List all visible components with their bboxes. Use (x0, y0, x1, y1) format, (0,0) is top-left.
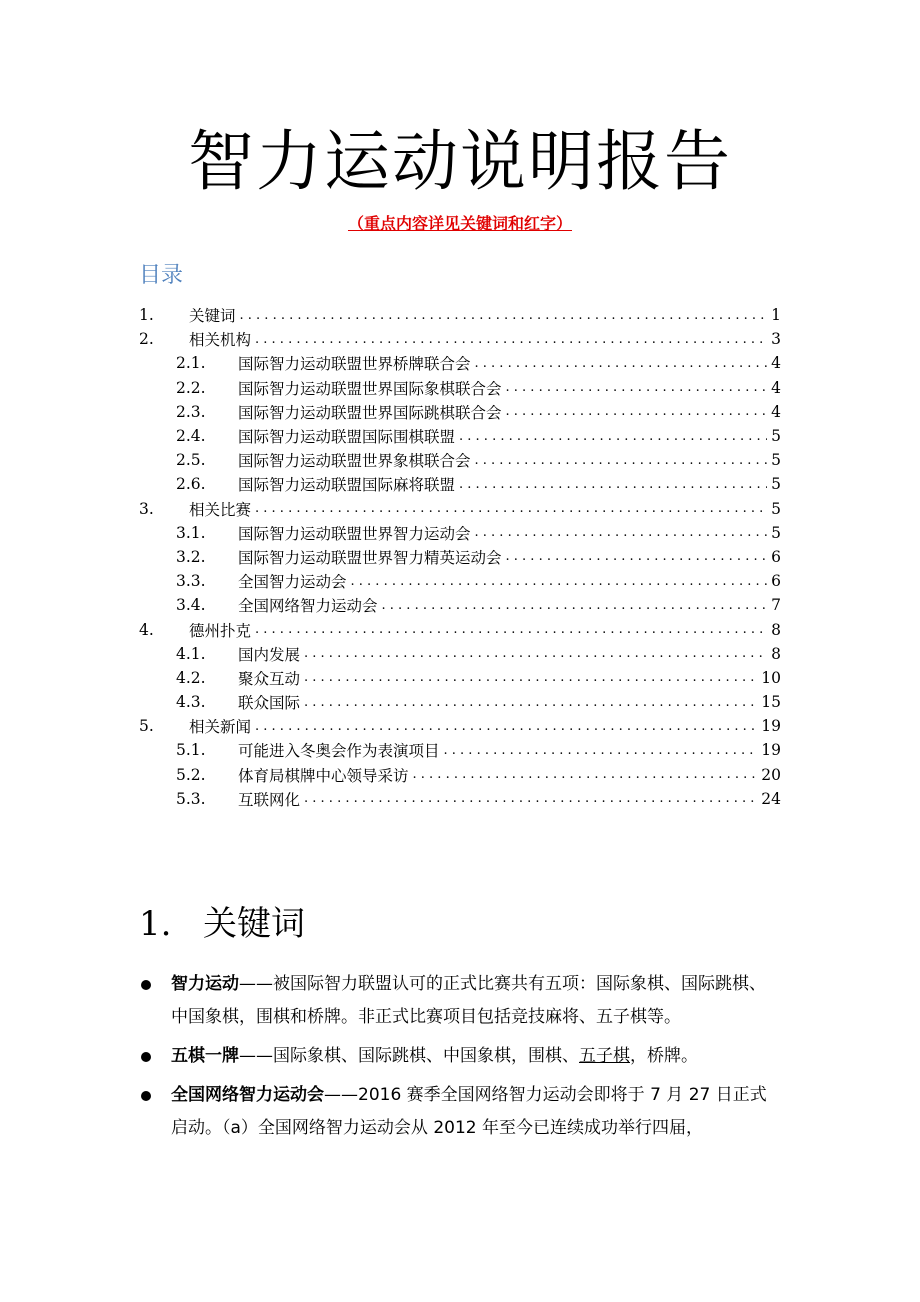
toc-entry[interactable] (139, 666, 781, 690)
toc-entry[interactable] (139, 376, 781, 400)
toc-dot-leader (506, 380, 768, 395)
toc-entry-number: 4.3. (176, 693, 206, 712)
toc-entry[interactable] (139, 787, 781, 811)
keyword: 全国网络智力运动会 (171, 1085, 324, 1105)
toc-entry-title: 可能进入冬奥会作为表演项目 (238, 742, 440, 761)
toc-entry-title: 国际智力运动联盟世界桥牌联合会 (238, 355, 471, 374)
toc-dot-leader (475, 453, 768, 468)
toc-dot-leader (506, 549, 768, 564)
toc-entry[interactable] (139, 497, 781, 521)
toc-entry-number: 2.5. (176, 451, 206, 470)
keyword-description: ——被国际智力联盟认可的正式比赛共有五项：国际象棋、国际跳棋、中国象棋，围棋和桥牌。非正式比赛项目包括竞技麻将、五子棋等。 (171, 974, 766, 1027)
keyword-description-end: ，桥牌。 (630, 1046, 698, 1066)
toc-dot-leader (475, 525, 768, 540)
toc-entry[interactable] (139, 642, 781, 666)
toc-dot-leader (304, 670, 757, 685)
toc-dot-leader (255, 719, 757, 734)
toc-entry[interactable] (139, 303, 781, 327)
toc-entry-page: 4 (771, 354, 781, 373)
toc-entry-title: 国际智力运动联盟世界智力运动会 (238, 524, 471, 543)
toc-dot-leader (240, 308, 768, 323)
bullet-icon (141, 1091, 151, 1101)
toc-dot-leader (255, 501, 767, 516)
toc-entry-page: 1 (771, 306, 781, 325)
toc-entry-title: 互联网化 (238, 790, 301, 809)
toc-dot-leader (459, 429, 767, 444)
toc-dot-leader (304, 695, 757, 710)
toc-entry-number: 5.2. (176, 765, 206, 784)
toc-entry-page: 6 (771, 547, 781, 566)
toc-dot-leader (459, 477, 767, 492)
toc-dot-leader (255, 622, 767, 637)
toc-entry-title: 关键词 (189, 307, 236, 326)
underlined-term: 五子棋 (579, 1046, 630, 1066)
toc-entry-number: 4.2. (176, 668, 206, 687)
toc-entry[interactable] (139, 545, 781, 569)
toc-entry-title: 全国网络智力运动会 (238, 597, 378, 616)
toc-entry-page: 24 (761, 789, 781, 808)
toc-entry-title: 国际智力运动联盟世界国际跳棋联合会 (238, 403, 502, 422)
toc-entry-page: 20 (761, 765, 781, 784)
toc-entry-number: 1. (139, 306, 154, 325)
keyword-description: ——2016 赛季全国网络智力运动会即将于 7 月 27 日正式启动。（a）全国网络智力运动会从 2012 年至今已连续成功举行四届， (171, 1085, 767, 1138)
toc-entry-page: 7 (771, 596, 781, 615)
toc-entry[interactable] (139, 763, 781, 787)
toc-entry-title: 体育局棋牌中心领导采访 (238, 766, 409, 785)
toc-entry[interactable] (139, 617, 781, 641)
section-title: 关键词 (203, 904, 305, 944)
section-heading (139, 896, 305, 945)
toc-entry-page: 10 (761, 668, 781, 687)
keyword-list (139, 968, 779, 1151)
toc-entry-page: 6 (771, 572, 781, 591)
toc-entry-number: 2.3. (176, 402, 206, 421)
toc-entry-title: 聚众互动 (238, 669, 301, 688)
toc-entry[interactable] (139, 738, 781, 762)
toc-entry[interactable] (139, 327, 781, 351)
toc-entry[interactable] (139, 593, 781, 617)
toc-entry-title: 国内发展 (238, 645, 301, 664)
toc-entry-page: 5 (771, 499, 781, 518)
toc-entry-page: 5 (771, 427, 781, 446)
toc-entry-number: 5.3. (176, 789, 206, 808)
toc-entry[interactable] (139, 472, 781, 496)
keyword-description: ——国际象棋、国际跳棋、中国象棋，围棋、 (239, 1046, 579, 1066)
toc-entry[interactable] (139, 690, 781, 714)
toc-entry-page: 3 (771, 330, 781, 349)
toc-entry-title: 相关机构 (189, 331, 252, 350)
subtitle-text: （重点内容详见关键词和红字） (347, 214, 572, 233)
toc-heading: 目录 (139, 263, 184, 288)
toc-entry-page: 8 (771, 644, 781, 663)
keyword: 智力运动 (171, 974, 239, 994)
toc-entry-number: 2.6. (176, 475, 206, 494)
toc-dot-leader (255, 332, 767, 347)
toc-entry-number: 2.2. (176, 378, 206, 397)
toc-entry-title: 相关新闻 (189, 718, 252, 737)
toc-entry[interactable] (139, 351, 781, 375)
toc-entry-page: 4 (771, 378, 781, 397)
toc-entry-title: 国际智力运动联盟世界象棋联合会 (238, 452, 471, 471)
subtitle (0, 211, 920, 234)
toc-dot-leader (475, 356, 768, 371)
toc-entry-page: 19 (761, 741, 781, 760)
toc-dot-leader (413, 767, 758, 782)
toc-entry-title: 国际智力运动联盟国际麻将联盟 (238, 476, 456, 495)
toc-dot-leader (304, 791, 757, 806)
toc-dot-leader (506, 404, 768, 419)
toc-entry[interactable] (139, 521, 781, 545)
toc-entry[interactable] (139, 569, 781, 593)
toc-entry-title: 德州扑克 (189, 621, 252, 640)
toc-entry-number: 5.1. (176, 741, 206, 760)
toc-dot-leader (444, 743, 758, 758)
toc-entry-page: 4 (771, 402, 781, 421)
toc-entry[interactable] (139, 714, 781, 738)
toc-entry-number: 3.1. (176, 523, 206, 542)
toc-entry[interactable] (139, 424, 781, 448)
list-item (139, 1040, 779, 1073)
toc-entry[interactable] (139, 448, 781, 472)
toc-entry-title: 国际智力运动联盟世界国际象棋联合会 (238, 379, 502, 398)
document-title: 智力运动说明报告 (188, 123, 732, 200)
toc-entry-title: 国际智力运动联盟国际围棋联盟 (238, 428, 456, 447)
toc-entry-page: 5 (771, 475, 781, 494)
toc-entry-number: 5. (139, 717, 154, 736)
toc-entry-number: 2. (139, 330, 154, 349)
toc-entry-number: 2.4. (176, 427, 206, 446)
toc-entry-page: 8 (771, 620, 781, 639)
toc-dot-leader (351, 574, 768, 589)
toc-entry-page: 15 (761, 693, 781, 712)
toc-entry-title: 全国智力运动会 (238, 573, 347, 592)
section-number: 1. (139, 904, 172, 944)
toc-entry-title: 国际智力运动联盟世界智力精英运动会 (238, 548, 502, 567)
toc-entry-title: 相关比赛 (189, 500, 252, 519)
toc-entry-number: 3.4. (176, 596, 206, 615)
toc-entry-number: 2.1. (176, 354, 206, 373)
toc-entry-title: 联众国际 (238, 694, 301, 713)
toc-entry-number: 4.1. (176, 644, 206, 663)
toc-entry-page: 5 (771, 451, 781, 470)
list-item (139, 1079, 779, 1145)
toc-entry-page: 5 (771, 523, 781, 542)
table-of-contents (139, 303, 781, 811)
toc-entry-number: 4. (139, 620, 154, 639)
toc-entry-number: 3.3. (176, 572, 206, 591)
keyword: 五棋一牌 (171, 1046, 239, 1066)
toc-entry-number: 3. (139, 499, 154, 518)
toc-dot-leader (304, 646, 767, 661)
bullet-icon (141, 1052, 151, 1062)
toc-entry[interactable] (139, 400, 781, 424)
bullet-icon (141, 980, 151, 990)
toc-entry-page: 19 (761, 717, 781, 736)
toc-entry-number: 3.2. (176, 547, 206, 566)
list-item (139, 968, 779, 1034)
toc-dot-leader (382, 598, 768, 613)
